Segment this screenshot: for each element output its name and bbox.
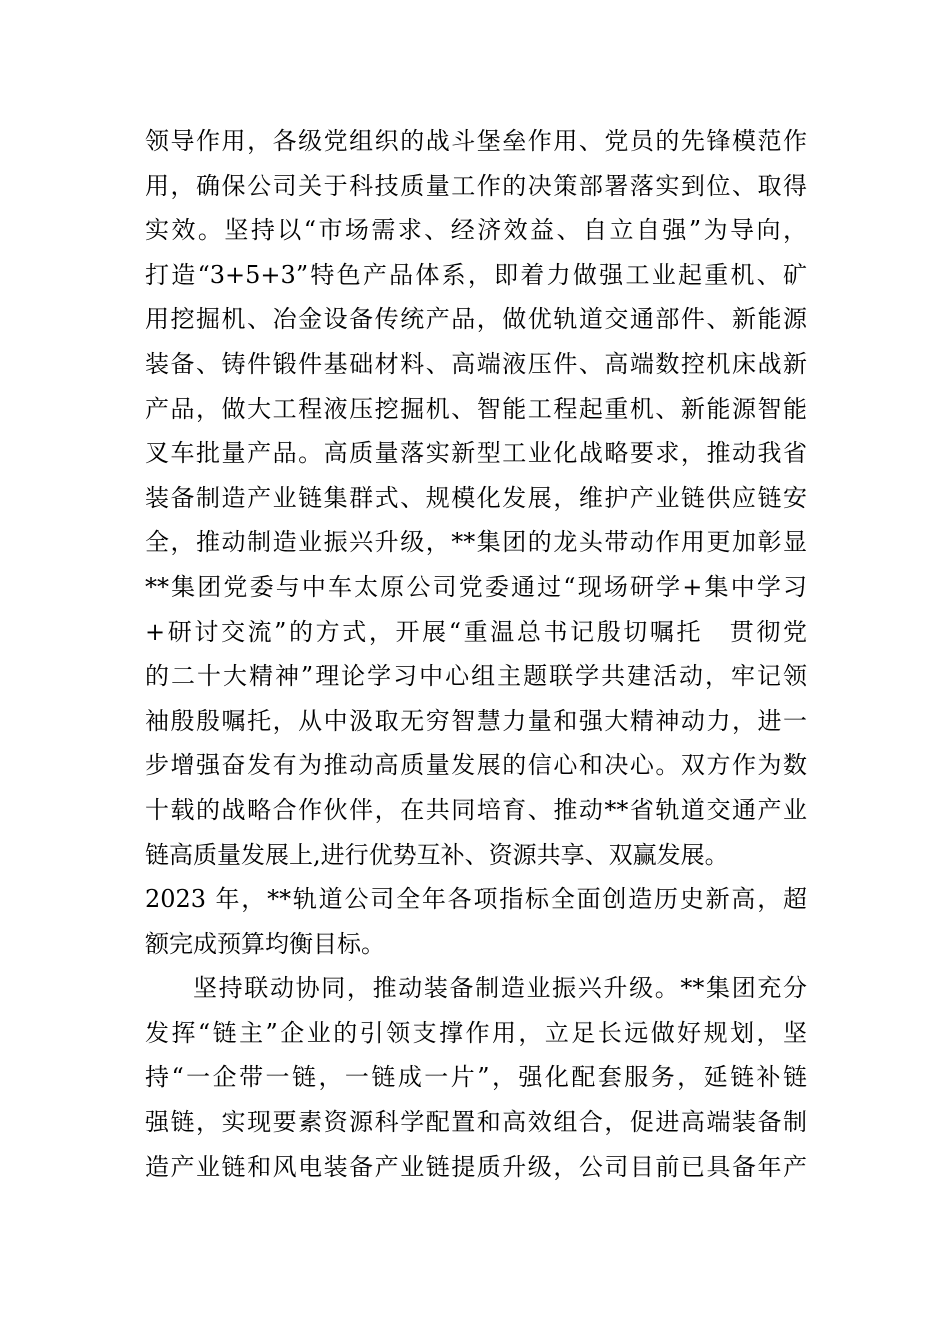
- text-line: 装备制造产业链集群式、规模化发展，维护产业链供应链安: [145, 483, 807, 512]
- text-line: 额完成预算均衡目标。: [145, 929, 385, 958]
- text-line: 的二十大精神”理论学习中心组主题联学共建活动，牢记领: [145, 662, 807, 691]
- text-line: 实效。坚持以“市场需求、经济效益、自立自强”为导向，: [145, 216, 807, 245]
- text-line: 强链，实现要素资源科学配置和高效组合，促进高端装备制: [145, 1108, 807, 1137]
- text-line: 领导作用，各级党组织的战斗堡垒作用、党员的先锋模范作: [145, 127, 807, 155]
- text-line: 产品，做大工程液压挖掘机、智能工程起重机、新能源智能: [145, 394, 807, 423]
- text-line: +研讨交流”的方式，开展“重温总书记殷切嘱托 贯彻党: [145, 617, 807, 646]
- text-line: 发挥“链主”企业的引领支撑作用，立足长远做好规划，坚: [145, 1018, 807, 1047]
- text-line: 用，确保公司关于科技质量工作的决策部署落实到位、取得: [145, 171, 807, 200]
- text-line: 持“一企带一链，一链成一片”，强化配套服务，延链补链: [145, 1063, 807, 1092]
- text-line: 步增强奋发有为推动高质量发展的信心和决心。双方作为数: [145, 751, 807, 780]
- text-line: 2023 年，**轨道公司全年各项指标全面创造历史新高，超: [145, 885, 807, 914]
- paragraph-2: [145, 966, 807, 1189]
- document-body: [145, 119, 807, 1189]
- text-line: 坚持联动协同，推动装备制造业振兴升级。**集团充分: [193, 974, 807, 1003]
- text-line: 打造“3+5+3”特色产品体系，即着力做强工业起重机、矿: [145, 260, 807, 289]
- text-line: 叉车批量产品。高质量落实新型工业化战略要求，推动我省: [145, 439, 807, 468]
- paragraph-1: [145, 119, 807, 966]
- text-line: **集团党委与中车太原公司党委通过“现场研学+集中学习: [145, 572, 807, 601]
- text-line: 十载的战略合作伙伴，在共同培育、推动**省轨道交通产业: [145, 795, 807, 824]
- text-line: 用挖掘机、冶金设备传统产品，做优轨道交通部件、新能源: [145, 305, 807, 334]
- text-line: 全，推动制造业振兴升级，**集团的龙头带动作用更加彰显: [145, 528, 807, 557]
- text-line: 袖殷殷嘱托，从中汲取无穷智慧力量和强大精神动力，进一: [145, 706, 807, 735]
- text-line: 造产业链和风电装备产业链提质升级，公司目前已具备年产: [145, 1152, 807, 1181]
- text-line: 链高质量发展上,进行优势互补、资源共享、双赢发展。: [145, 840, 729, 869]
- text-line: 装备、铸件锻件基础材料、高端液压件、高端数控机床战新: [145, 349, 807, 378]
